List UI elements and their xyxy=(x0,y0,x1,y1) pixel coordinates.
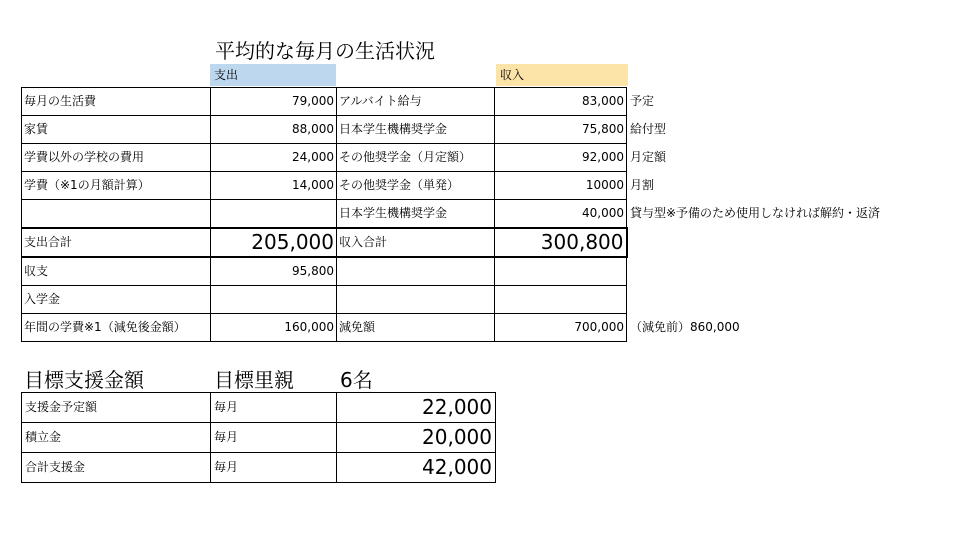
income-label: その他奨学金（単発） xyxy=(337,172,495,200)
table-row xyxy=(22,393,496,423)
table-row xyxy=(22,88,927,116)
income-note: 貸与型※予備のため使用しなければ解約・返済 xyxy=(630,206,881,221)
income-label xyxy=(337,257,495,286)
income-label xyxy=(337,286,495,314)
support-heading: 目標支援金額 xyxy=(24,368,144,392)
support-period: 毎月 xyxy=(211,393,337,423)
support-heading-row xyxy=(24,366,373,394)
table-row xyxy=(22,144,927,172)
support-label: 積立金 xyxy=(22,423,211,453)
income-amount: 75,800 xyxy=(495,116,627,144)
support-amount: 22,000 xyxy=(337,393,496,423)
support-label: 合計支援金 xyxy=(22,453,211,483)
support-period: 毎月 xyxy=(211,453,337,483)
support-table xyxy=(21,392,496,483)
income-note: 給付型 xyxy=(630,122,667,136)
annual-tuition-label: 年間の学費※1（減免後金額） xyxy=(22,314,211,342)
expense-total-amount: 205,000 xyxy=(211,228,337,257)
table-row xyxy=(22,423,496,453)
income-amount: 40,000 xyxy=(495,200,627,229)
expense-amount: 24,000 xyxy=(211,144,337,172)
income-amount: 83,000 xyxy=(495,88,627,116)
expense-label: 学費以外の学校の費用 xyxy=(22,144,211,172)
expense-label: 毎月の生活費 xyxy=(22,88,211,116)
table-row xyxy=(22,116,927,144)
income-amount xyxy=(495,257,627,286)
page-title: 平均的な毎月の生活状況 xyxy=(215,39,435,63)
table-row xyxy=(22,257,927,286)
expense-label: 学費（※1の月額計算） xyxy=(22,172,211,200)
total-row xyxy=(22,228,927,257)
income-amount: 92,000 xyxy=(495,144,627,172)
income-amount: 10000 xyxy=(495,172,627,200)
expense-amount xyxy=(211,200,337,229)
balance-amount: 95,800 xyxy=(211,257,337,286)
budget-table xyxy=(21,87,927,342)
table-row xyxy=(22,200,927,229)
expense-header: 支出 xyxy=(210,64,336,86)
target-label: 目標里親 xyxy=(214,368,294,392)
income-note xyxy=(627,228,927,257)
income-header: 収入 xyxy=(496,64,628,86)
income-note xyxy=(627,257,927,286)
expense-amount: 88,000 xyxy=(211,116,337,144)
income-label: 日本学生機構奨学金 xyxy=(337,116,495,144)
income-note: 月定額 xyxy=(630,150,667,164)
target-count: 6名 xyxy=(340,368,373,392)
support-amount: 20,000 xyxy=(337,423,496,453)
income-label: その他奨学金（月定額） xyxy=(337,144,495,172)
support-period: 毎月 xyxy=(211,423,337,453)
admission-amount xyxy=(211,286,337,314)
income-label: 日本学生機構奨学金 xyxy=(337,200,495,229)
expense-amount: 14,000 xyxy=(211,172,337,200)
income-total-label: 収入合計 xyxy=(337,228,495,257)
table-row xyxy=(22,314,927,342)
income-amount xyxy=(495,286,627,314)
reduction-label: 減免額 xyxy=(337,314,495,342)
balance-label: 収支 xyxy=(22,257,211,286)
table-row xyxy=(22,172,927,200)
admission-label: 入学金 xyxy=(22,286,211,314)
income-label: アルバイト給与 xyxy=(337,88,495,116)
reduction-amount: 700,000 xyxy=(495,314,627,342)
expense-label xyxy=(22,200,211,229)
table-row xyxy=(22,453,496,483)
income-total-amount: 300,800 xyxy=(495,228,627,257)
income-note: 予定 xyxy=(630,94,655,108)
reduction-note: （減免前）860,000 xyxy=(630,320,740,334)
expense-amount: 79,000 xyxy=(211,88,337,116)
income-note xyxy=(627,286,927,314)
income-note: 月割 xyxy=(630,178,655,192)
support-label: 支援金予定額 xyxy=(22,393,211,423)
support-amount: 42,000 xyxy=(337,453,496,483)
annual-tuition-amount: 160,000 xyxy=(211,314,337,342)
expense-label: 家賃 xyxy=(22,116,211,144)
expense-total-label: 支出合計 xyxy=(22,228,211,257)
table-row xyxy=(22,286,927,314)
